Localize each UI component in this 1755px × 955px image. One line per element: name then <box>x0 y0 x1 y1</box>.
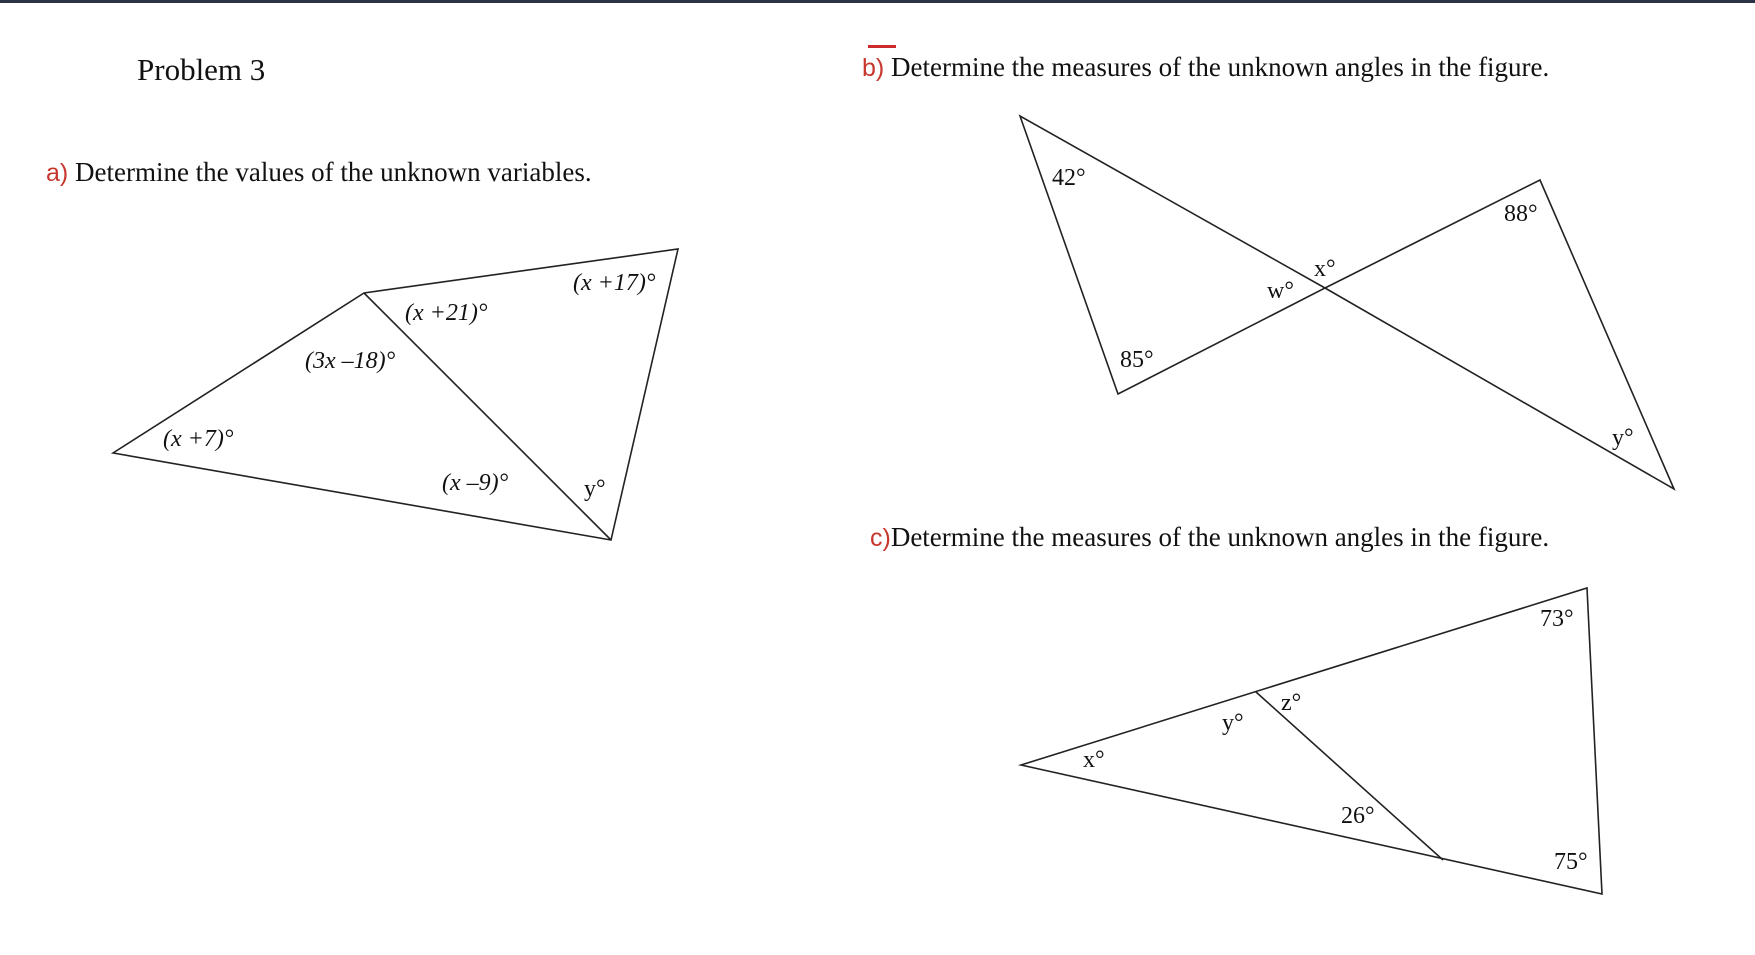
part-a-label: a) <box>46 159 69 187</box>
page-title: Problem 3 <box>137 52 266 87</box>
angle-c-26: 26° <box>1341 803 1375 829</box>
angle-a-2: (x +21)° <box>405 300 488 326</box>
angle-c-x: x° <box>1083 747 1105 773</box>
angle-a-3: (3x –18)° <box>305 348 396 374</box>
angle-c-73: 73° <box>1540 606 1574 632</box>
angle-a-5: (x –9)° <box>442 470 509 496</box>
angle-a-6: y° <box>584 476 606 502</box>
figure-b <box>1020 116 1674 489</box>
figure-c <box>1021 588 1602 894</box>
angle-b-88: 88° <box>1504 201 1538 227</box>
angle-c-z: z° <box>1281 690 1302 716</box>
part-b-label: b) <box>862 54 885 82</box>
angle-b-y: y° <box>1612 425 1634 451</box>
angle-a-4: (x +7)° <box>163 426 234 452</box>
angle-c-y: y° <box>1222 710 1244 736</box>
figure-a <box>113 249 678 540</box>
angle-b-42: 42° <box>1052 165 1086 191</box>
angle-b-85: 85° <box>1120 347 1154 373</box>
figure-b-left-triangle <box>1020 116 1325 394</box>
part-c-text: Determine the measures of the unknown angles in the figure. <box>890 522 1550 552</box>
part-c-label: c) <box>870 524 891 552</box>
angle-b-x: x° <box>1314 256 1336 282</box>
part-a-text: Determine the values of the unknown variables. <box>74 157 592 187</box>
part-b-text: Determine the measures of the unknown angles in the figure. <box>890 52 1550 82</box>
angle-a-1: (x +17)° <box>573 270 656 296</box>
figure-c-segment <box>1256 692 1443 860</box>
angle-b-w: w° <box>1267 278 1294 304</box>
angle-c-75: 75° <box>1554 849 1588 875</box>
